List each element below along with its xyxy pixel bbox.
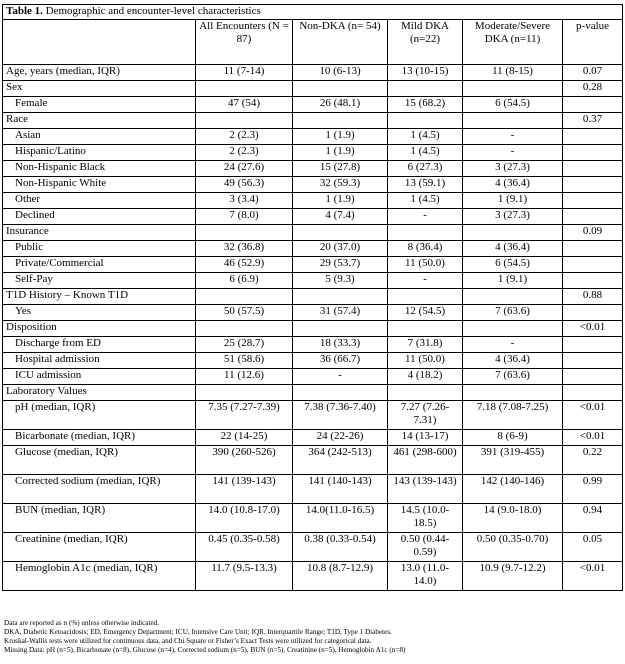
table-cell: 15 (27.8) [293,161,388,177]
table-row [3,305,623,321]
table-row [3,401,623,430]
p-value-cell: <0.01 [563,321,623,337]
row-sublabel: pH (median, IQR) [3,401,196,430]
row-sublabel: Declined [3,209,196,225]
p-value-cell [563,369,623,385]
table-cell: 1 (9.1) [463,193,563,209]
table-row [3,257,623,273]
row-sublabel: Non-Hispanic Black [3,161,196,177]
table-cell: 7 (31.8) [388,337,463,353]
row-category-label: Race [3,113,196,129]
p-value-cell [563,209,623,225]
table-cell: 10 (6-13) [293,65,388,81]
table-cell: 22 (14-25) [196,430,293,446]
table-row [3,161,623,177]
table-cell: 141 (139-143) [196,475,293,504]
row-sublabel: Self-Pay [3,273,196,289]
table-cell: 7.27 (7.26-7.31) [388,401,463,430]
p-value-cell [563,161,623,177]
table-row [3,193,623,209]
table-cell: 20 (37.0) [293,241,388,257]
table-row [3,337,623,353]
table-cell: 6 (54.5) [463,257,563,273]
table-cell: 7 (8.0) [196,209,293,225]
row-sublabel: Asian [3,129,196,145]
table-cell: 2 (2.3) [196,129,293,145]
table-cell: 47 (54) [196,97,293,113]
table-cell: - [463,129,563,145]
table-cell [463,113,563,129]
table-row [3,369,623,385]
header-row [3,20,623,65]
row-category-label: Disposition [3,321,196,337]
table-cell: 14 (13-17) [388,430,463,446]
p-value-cell: 0.88 [563,289,623,305]
table-row [3,177,623,193]
p-value-cell: 0.22 [563,446,623,475]
header-empty [3,20,196,65]
row-sublabel: Bicarbonate (median, IQR) [3,430,196,446]
table-cell: 0.50 (0.44-0.59) [388,533,463,562]
table-cell: 10.8 (8.7-12.9) [293,562,388,591]
table-cell [196,225,293,241]
p-value-cell [563,129,623,145]
table-cell [293,385,388,401]
table-cell: 143 (139-143) [388,475,463,504]
footnote-line: Kruskal-Wallis tests were utilized for continuous data, and Chi Square or Fisher’s Exact Tests were utilized for categorical data. [4,637,372,645]
table-cell: 14.0 (10.8-17.0) [196,504,293,533]
table-row [3,475,623,504]
table-cell: 3 (27.3) [463,209,563,225]
table-row [3,65,623,81]
header-non-dka: Non-DKA (n= 54) [293,20,388,65]
footnote-line: Missing Data: pH (n=5), Bicarbonate (n=8), Glucose (n=4), Corrected sodium (n=5), BUN (n=5), Creatinine (n=5), Hemoglobin A1c (n=8) [4,646,406,654]
table-cell [293,113,388,129]
table-row [3,129,623,145]
footnote-line: Data are reported as n (%) unless otherwise indicated. [4,619,160,627]
p-value-cell [563,193,623,209]
table-title [3,5,623,20]
footnote-line: DKA, Diabetic Ketoacidosis; ED, Emergency Department; ICU, Intensive Care Unit; IQR, Interquartile Range; T1D, Type 1 Diabetes. [4,628,392,636]
table-cell: 26 (48.1) [293,97,388,113]
table-cell: 12 (54.5) [388,305,463,321]
table-cell: 461 (298-600) [388,446,463,475]
table-cell: 1 (1.9) [293,193,388,209]
table-cell: 4 (36.4) [463,241,563,257]
row-category-label: Sex [3,81,196,97]
table-cell: 32 (59.3) [293,177,388,193]
table-row [3,562,623,591]
table-row [3,209,623,225]
table-cell: 5 (9.3) [293,273,388,289]
table-cell: 25 (28.7) [196,337,293,353]
table-cell [293,321,388,337]
table-cell: 11 (7-14) [196,65,293,81]
p-value-cell [563,353,623,369]
table-cell: 7 (63.6) [463,305,563,321]
table-cell [388,81,463,97]
row-sublabel: Other [3,193,196,209]
row-category-label: Insurance [3,225,196,241]
table-cell: 0.38 (0.33-0.54) [293,533,388,562]
header-all-encounters: All Encounters (N = 87) [196,20,293,65]
table-cell: 7.35 (7.27-7.39) [196,401,293,430]
p-value-cell: <0.01 [563,562,623,591]
table-cell [388,321,463,337]
p-value-cell: <0.01 [563,401,623,430]
table-cell: 390 (260-526) [196,446,293,475]
table-cell: 7.18 (7.08-7.25) [463,401,563,430]
table-cell: 14.5 (10.0-18.5) [388,504,463,533]
p-value-cell: <0.01 [563,430,623,446]
table-row [3,241,623,257]
row-category-label: T1D History – Known T1D [3,289,196,305]
row-category-label: Age, years (median, IQR) [3,65,196,81]
table-cell: 1 (4.5) [388,193,463,209]
table-cell: 3 (27.3) [463,161,563,177]
table-cell: 13 (10-15) [388,65,463,81]
table-body [3,65,623,591]
p-value-cell [563,273,623,289]
table-cell: 8 (36.4) [388,241,463,257]
table-cell [388,113,463,129]
table-cell: 4 (7.4) [293,209,388,225]
row-sublabel: Discharge from ED [3,337,196,353]
table-cell [388,385,463,401]
table-cell: 0.50 (0.35-0.70) [463,533,563,562]
table-cell: 391 (319-455) [463,446,563,475]
row-sublabel: Hispanic/Latino [3,145,196,161]
table-row [3,97,623,113]
p-value-cell [563,177,623,193]
table-title-text: Demographic and encounter-level characteristics [42,5,261,17]
table-cell: 13.0 (11.0-14.0) [388,562,463,591]
table-row [3,145,623,161]
p-value-cell: 0.05 [563,533,623,562]
p-value-cell [563,305,623,321]
header-p-value: p-value [563,20,623,65]
table-cell: 4 (18.2) [388,369,463,385]
table-cell: 4 (36.4) [463,177,563,193]
p-value-cell [563,385,623,401]
p-value-cell [563,337,623,353]
table-cell: 364 (242-513) [293,446,388,475]
row-category-label: Laboratory Values [3,385,196,401]
p-value-cell: 0.99 [563,475,623,504]
table-row [3,430,623,446]
table-cell: 14 (9.0-18.0) [463,504,563,533]
p-value-cell: 0.37 [563,113,623,129]
table-cell: 11 (50.0) [388,257,463,273]
p-value-cell [563,145,623,161]
header-mild-dka: Mild DKA (n=22) [388,20,463,65]
table-row [3,113,623,129]
row-sublabel: Creatinine (median, IQR) [3,533,196,562]
table-cell [196,321,293,337]
table-cell: 11 (12.6) [196,369,293,385]
table-cell [388,225,463,241]
table-cell [196,81,293,97]
p-value-cell [563,241,623,257]
table-cell: 36 (66.7) [293,353,388,369]
table-cell: 2 (2.3) [196,145,293,161]
table-cell: 1 (1.9) [293,129,388,145]
row-sublabel: Glucose (median, IQR) [3,446,196,475]
table-row [3,321,623,337]
row-sublabel: Hospital admission [3,353,196,369]
row-sublabel: BUN (median, IQR) [3,504,196,533]
table-row [3,504,623,533]
table-cell: 18 (33.3) [293,337,388,353]
table-row [3,533,623,562]
characteristics-table [2,4,623,591]
table-cell: - [293,369,388,385]
table-cell: 3 (3.4) [196,193,293,209]
table-cell: 15 (68.2) [388,97,463,113]
table-cell [293,225,388,241]
header-moderate-severe-dka: Moderate/Severe DKA (n=11) [463,20,563,65]
table-row [3,273,623,289]
p-value-cell [563,257,623,273]
table-cell [196,113,293,129]
table-cell: 4 (36.4) [463,353,563,369]
p-value-cell: 0.28 [563,81,623,97]
table-row [3,225,623,241]
row-sublabel: Public [3,241,196,257]
table-row [3,289,623,305]
table-cell: 6 (27.3) [388,161,463,177]
table-cell: - [463,337,563,353]
table-cell: 24 (27.6) [196,161,293,177]
table-cell: 11 (50.0) [388,353,463,369]
table-row [3,446,623,475]
table-cell [463,81,563,97]
table-cell: - [388,209,463,225]
table-cell: 11 (8-15) [463,65,563,81]
table-cell: 10.9 (9.7-12.2) [463,562,563,591]
table-cell [196,289,293,305]
table-row [3,353,623,369]
table-cell: 13 (59.1) [388,177,463,193]
table-cell: - [463,145,563,161]
table-cell: 6 (54.5) [463,97,563,113]
p-value-cell: 0.09 [563,225,623,241]
table-cell: 51 (58.6) [196,353,293,369]
table-cell: 46 (52.9) [196,257,293,273]
table-cell: 14.0(11.0-16.5) [293,504,388,533]
table-cell [196,385,293,401]
table-cell [293,81,388,97]
p-value-cell: 0.94 [563,504,623,533]
table-cell: 32 (36.8) [196,241,293,257]
table-cell: 49 (56.3) [196,177,293,193]
table-cell [463,321,563,337]
table-cell: 1 (1.9) [293,145,388,161]
p-value-cell: 0.07 [563,65,623,81]
p-value-cell [563,97,623,113]
table-cell [463,225,563,241]
table-cell: 6 (6.9) [196,273,293,289]
table-cell [463,385,563,401]
row-sublabel: Female [3,97,196,113]
row-sublabel: Private/Commercial [3,257,196,273]
row-sublabel: Yes [3,305,196,321]
table-cell: 8 (6-9) [463,430,563,446]
table-cell: 141 (140-143) [293,475,388,504]
table-cell: 1 (9.1) [463,273,563,289]
table-cell: 24 (22-26) [293,430,388,446]
table-row [3,81,623,97]
row-sublabel: Non-Hispanic White [3,177,196,193]
footnotes [4,619,622,655]
table-cell: 29 (53.7) [293,257,388,273]
table-cell: 142 (140-146) [463,475,563,504]
table-cell [463,289,563,305]
table-cell: 31 (57.4) [293,305,388,321]
row-sublabel: Corrected sodium (median, IQR) [3,475,196,504]
table-cell: 7.38 (7.36-7.40) [293,401,388,430]
table-cell: 1 (4.5) [388,145,463,161]
table-cell: - [388,273,463,289]
table-cell: 11.7 (9.5-13.3) [196,562,293,591]
table-cell: 50 (57.5) [196,305,293,321]
table-row [3,385,623,401]
table-title-number: Table 1. [6,5,43,17]
table-cell: 7 (63.6) [463,369,563,385]
row-sublabel: Hemoglobin A1c (median, IQR) [3,562,196,591]
table-cell [388,289,463,305]
row-sublabel: ICU admission [3,369,196,385]
table-cell: 0.45 (0.35-0.58) [196,533,293,562]
table-cell: 1 (4.5) [388,129,463,145]
table-cell [293,289,388,305]
